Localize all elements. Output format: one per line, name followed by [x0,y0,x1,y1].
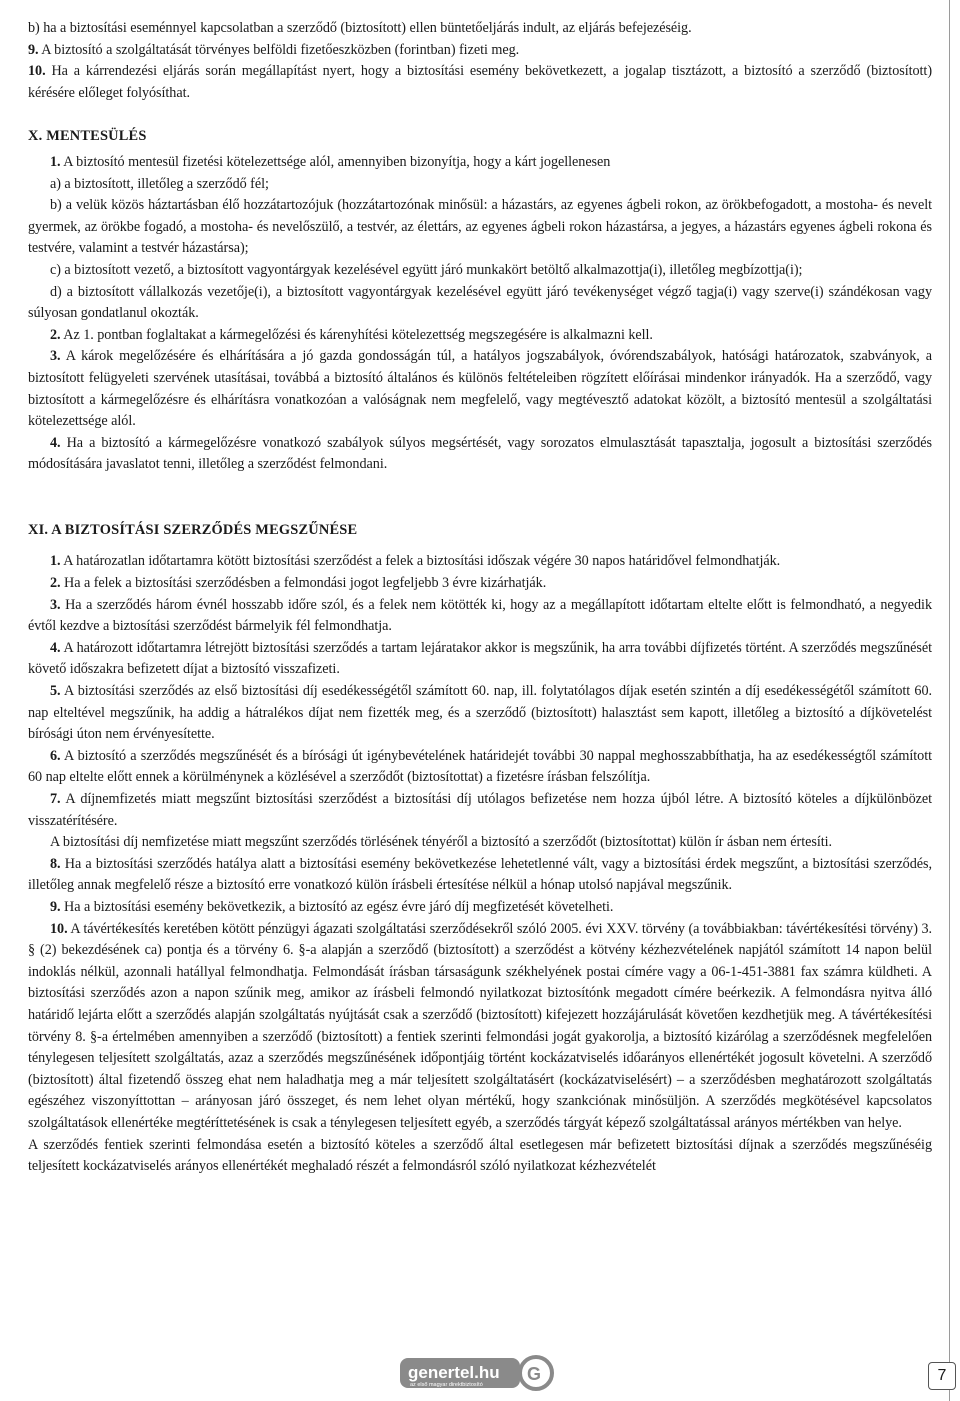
paragraph-text: A biztosítási szerződés az első biztosítási díj esedékességétől számított 60. nap, ill. folytatólagos díjak esetén szintén a díj esedékességétől számított 60. nap elteltével megszűnik, ha addig a hátralékos díjat nem fizették meg, és a szerződő (biztosított) halasztást sem kapott, illetőleg a biztosító a díjkövetelést bírósági úton nem érvényesítette. [28,683,932,743]
xi-list-paragraph [28,746,932,789]
paragraph-text: A távértékesítés keretében kötött pénzügyi ágazati szolgáltatási szerződésekről szóló 2005. évi XXV. törvény (a továbbiakban: távértékesítési törvény) 3. § (2) bekezdésének ca) pontja és a törvény 6. §-a alapján a szerződő (biztosított) a szerződést a kötvény kézhezvételének napjától számított 14 napon belül indoklás nélkül, azonnali hatállyal felmondhatja. Felmondását írásban társaságunk székhelyének postai címére vagy a 06-1-451-3881 fax számra küldheti. A biztosítási szerződés azon a napon szűnik meg, amikor az írásbeli felmondó nyilatkozat biztosítónk megadott címére beérkezik. A felmondásra nyitva álló határidő lejárta előtt a szerződés alapján szolgáltatás nyújtását csak a szerződő (biztosított) kifejezett hozzájárulását követően kezdhetjük meg. A távértékesítési törvény 8. §-a értelmében amennyiben a szerződő (biztosított) a fentiek szerinti felmondási jogát gyakorolja, a biztosító kizárólag a szerződésnek megfelelően ténylegesen teljesített szolgáltatás, azaz a szerződés megszűnésének időpontjáig történt kockázatviselés időarányos ellenértékét jogosult követelni. A szerződő (biztosított) által fizetendő összeg ehat nem haladhatja meg a már teljesített szolgáltatásért (kockázatviselésért) – a szerződésben meghatározott szolgáltatás egészéhez viszonyíttottan – arányosan járó összeget, és nem lehet olyan mértékű, hogy szankciónak minősüljön. A szerződés megkötésével kapcsolatos szolgáltatások ellenértéke megtéríttetésének is csak a ténylegesen teljesített egyéb, a szerződés tárgyát képező szolgáltatással arányos mértékben van helye. [28,920,932,1131]
document-body [28,18,932,1178]
paragraph-number: 8. [50,855,61,872]
xi-list-paragraph [28,897,932,919]
paragraph-text: b) ha a biztosítási eseménnyel kapcsolatban a szerződő (biztosított) ellen büntetőeljárás indult, az eljárás befejezéséig. [28,20,692,36]
paragraph-text: A biztosító a szolgáltatását törvényes belföldi fizetőeszközben (forintban) fizeti meg. [38,41,520,58]
paragraph-number: 10. [50,920,68,937]
paragraph-text: A díjnemfizetés miatt megszűnt biztosítási szerződést a biztosítási díj utólagos befizetése nem hozza újból létre. A biztosító köteles a díjkülönbözet visszatérítésére. [28,791,932,829]
paragraph-text: Ha a biztosítási szerződés hatálya alatt a biztosítási esemény bekövetkezése lehetetlenné vált, vagy a biztosítási érdek megszűnt, a biztosítási szerződés, illetőleg annak megfelelő része a biztosító erre vonatkozó külön írásbeli értesítése nélkül a hónap utolsó napjával megszűnik. [28,855,932,894]
section-xi-paragraphs [28,551,932,1177]
paragraph-number: 9. [28,41,39,58]
paragraph-number: 3. [50,596,61,613]
paragraph-text: Ha a felek a biztosítási szerződésben a felmondási jogot legfeljebb 3 évre kizárhatják. [60,575,547,592]
x-list-paragraph [28,325,932,347]
logo-g-letter-icon: G [527,1364,542,1384]
paragraph-number: 3. [50,348,61,365]
paragraph-text: b) a velük közös háztartásban élő hozzátartozójuk (hozzátartozónak minősül: a házastárs, az egyenes ágbeli rokon, az örökbefogadott, a mostoha- és nevelt gyermek, az örökbe fogadó, a mostoha- és nevelőszülő, a testvér, az élettárs, az egyenes ágbeli rokon házastársa, a jegyes, a házastárs egyenes ágbeli rokona és testvére, valamint a testvér házastársa); [28,197,932,257]
paragraph-number: 10. [28,63,46,80]
paragraph-text: A határozott időtartamra létrejött biztosítási szerződés a tartam lejáratakor akkor is megszűnik, ha arra további díjfizetés történt. A szerződés megszűnését követő időszakra befizetett díjat a biztosító visszafizeti. [28,639,932,678]
xi-list-paragraph [28,854,932,897]
paragraph-number: 5. [50,683,61,700]
paragraph-text: A károk megelőzésére és elhárítására a jó gazda gondosságán túl, a hatályos jogszabályok, óvórendszabályok, hatósági határozatok, szabványok, a biztosított felügyeleti szervének utasításai, továbbá a biztosító általános és különös feltételeiben rögzített előírásai mindenkor irányadók. Ha a szerződő, vagy biztosított a kármegelőzésre és elhárításra vonatkozóan a valóságnak nem megfelelő, vagy megtévesztő adatokat közölt, a biztosító mentesül a szolgáltatási kötelezettsége alól. [28,348,932,430]
paragraph-number: 1. [50,553,61,570]
paragraph-text: c) a biztosított vezető, a biztosított vagyontárgyak kezelésével együtt járó munkakört betöltő alkalmazottja(i), illetőleg megbízottja(i); [50,261,803,278]
top-list-paragraph [28,40,932,62]
paragraph-text: A szerződés fentiek szerinti felmondása esetén a biztosító köteles a szerződő által esetlegesen már befizetett biztosítási díjnak a szerződés megszűnéséig teljesített kockázatviselés arányos ellenértékét meghaladó részét a felmondásról szóló nyilatkozat kézhezvételét [28,1136,932,1175]
paragraph-text: A biztosító mentesül fizetési kötelezettsége alól, amennyiben bizonyítja, hogy a kárt jogellenesen [60,153,611,170]
top-list-paragraph [28,61,932,104]
paragraph-text: Ha a kárrendezési eljárás során megállapítást nyert, hogy a biztosítási esemény bekövetkezett, a jogalap tisztázott, a biztosító a szerződő (biztosított) kérésére előleget folyósíthat. [28,63,932,101]
xi-list-paragraph [28,595,932,638]
paragraph-number: 9. [50,898,61,915]
paragraph-text: Ha a biztosító a kármegelőzésre vonatkozó szabályok súlyos megsértését, vagy sorozatos elmulasztását tapasztalja, jogosult a biztosítási szerződés módosítására javaslatot tenni, illetőleg a szerződést felmondani. [28,434,932,473]
top-list-paragraph [28,18,932,40]
x-list-paragraph [28,174,932,196]
paragraph-number: 4. [50,639,61,656]
page-edge-line [949,0,960,1401]
xi-list-paragraph [28,919,932,1135]
x-list-paragraph [28,282,932,325]
paragraph-text: A biztosítási díj nemfizetése miatt megszűnt szerződés törlésének tényéről a biztosító a szerződőt (biztosítottat) külön ír ásban nem értesíti. [50,834,832,851]
xi-list-paragraph [28,638,932,681]
paragraph-number: 7. [50,791,61,807]
top-paragraphs [28,18,932,104]
x-list-paragraph [28,346,932,432]
x-list-paragraph [28,433,932,476]
x-list-paragraph [28,260,932,282]
paragraph-number: 4. [50,434,61,451]
section-xi-heading: XI. A BIZTOSÍTÁSI SZERZŐDÉS MEGSZŰNÉSE [28,521,358,538]
paragraph-number: 2. [50,326,61,343]
section-x-paragraphs [28,152,932,476]
paragraph-number: 2. [50,575,61,592]
paragraph-text: a) a biztosított, illetőleg a szerződő fél; [50,175,269,192]
paragraph-text: Az 1. pontban foglaltakat a kármegelőzési és kárenyhítési kötelezettség megszegésére is alkalmazni kell. [60,326,653,343]
genertel-logo[interactable] [398,1354,560,1394]
section-x-heading: X. MENTESÜLÉS [28,128,147,145]
paragraph-text: Ha a biztosítási esemény bekövetkezik, a biztosító az egész évre járó díj megfizetését követelheti. [60,898,614,915]
xi-list-paragraph [28,832,932,854]
x-list-paragraph [28,195,932,260]
logo-tagline: az első magyar direktbiztosító [410,1382,483,1388]
paragraph-number: 1. [50,153,61,170]
paragraph-text: A határozatlan időtartamra kötött biztosítási szerződést a felek a biztosítási időszak végére 30 napos határidővel felmondhatják. [60,553,781,570]
xi-list-paragraph [28,681,932,746]
logo-text: genertel.hu [408,1363,500,1382]
xi-list-paragraph [28,551,932,573]
paragraph-text: A biztosító a szerződés megszűnését és a bírósági út igénybevételének határidejét további 30 nappal meghosszabbíthatja, ha az esedékességtől számított 60 nap eltelte előtt ennek a körülménynek a közlésével a szerződőt (biztosítottat) a fizetésre írásban felszólítja. [28,747,932,786]
xi-list-paragraph [28,573,932,595]
xi-list-paragraph [28,1135,932,1178]
x-list-paragraph [28,152,932,174]
paragraph-text: d) a biztosított vállalkozás vezetője(i), a biztosított vagyontárgyak kezelésével együtt járó tevékenységet végző tagja(i) vagy szerve(i) szándékosan vagy súlyosan gondatlanul okozták. [28,283,932,322]
xi-list-paragraph [28,789,932,832]
page-number: 7 [928,1362,956,1390]
paragraph-text: Ha a szerződés három évnél hosszabb időre szól, és a felek nem kötötték ki, hogy az a megállapított időtartam eltelte előtt is felmondható, a negyedik évtől kezdve a biztosítási szerződést bármelyik fél felmondhatja. [28,596,932,635]
paragraph-number: 6. [50,747,61,764]
